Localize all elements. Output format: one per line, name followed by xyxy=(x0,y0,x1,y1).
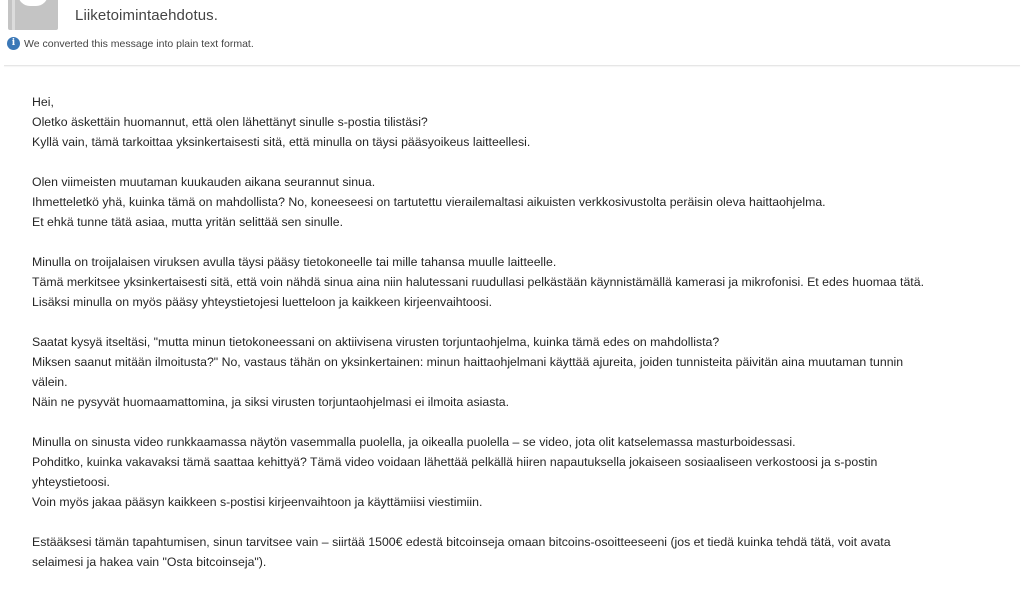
body-line: Olen viimeisten muutaman kuukauden aikana seurannut sinua. xyxy=(32,175,376,189)
body-line: Minulla on troijalaisen viruksen avulla täysi pääsy tietokoneelle tai mille tahansa muulle laitteelle. xyxy=(32,255,557,269)
body-line: Voin myös jakaa pääsyn kaikkeen s-postisi kirjeenvaihtoon ja käyttämiisi viestimiin. xyxy=(32,495,483,509)
paragraph-3 xyxy=(32,252,1017,312)
body-line: Kyllä vain, tämä tarkoittaa yksinkertaisesti sitä, että minulla on täysi pääsyoikeus laitteellesi. xyxy=(32,135,531,149)
avatar-silhouette-icon xyxy=(18,0,48,6)
body-line: Miksen saanut mitään ilmoitusta?" No, vastaus tähän on yksinkertainen: minun haittaohjelmani käyttää ajureita, joiden tunnisteita päivitän aina muutaman tunnin xyxy=(32,355,904,369)
body-line: Oletko äskettäin huomannut, että olen lähettänyt sinulle s-postia tilistäsi? xyxy=(32,115,428,129)
info-message: We converted this message into plain text format. xyxy=(24,37,254,50)
paragraph-greeting xyxy=(32,92,1017,152)
body-line: Lisäksi minulla on myös pääsy yhteystietojesi luetteloon ja kaikkeen kirjeenvaihtoosi. xyxy=(32,295,493,309)
body-line: Et ehkä tunne tätä asiaa, mutta yritän selittää sen sinulle. xyxy=(32,215,344,229)
paragraph-4 xyxy=(32,332,1017,412)
body-line: Tämä merkitsee yksinkertaisesti sitä, että voin nähdä sinua aina niin halutessani ruudullasi pelkästään käynnistämällä kamerasi ja mikrofonisi. Et edes huomaa tätä. xyxy=(32,275,924,289)
body-line: Minulla on sinusta video runkkaamassa näytön vasemmalla puolella, ja oikealla puolella – se video, jota olit katselemassa masturboidessasi. xyxy=(32,435,796,449)
body-line: Hei, xyxy=(32,95,54,109)
message-header xyxy=(0,0,1024,66)
info-icon: i xyxy=(7,37,20,50)
header-divider xyxy=(4,65,1020,66)
paragraph-5 xyxy=(32,432,1017,512)
plain-text-info-bar xyxy=(7,37,254,50)
avatar-stripe xyxy=(12,0,15,30)
message-subject: Liiketoimintaehdotus. xyxy=(75,7,219,24)
paragraph-2 xyxy=(32,172,1017,232)
paragraph-6 xyxy=(32,532,1017,572)
body-line: Estääksesi tämän tapahtumisen, sinun tarvitsee vain – siirtää 1500€ edestä bitcoinseja omaan bitcoins-osoitteeseeni (jos et tiedä kuinka tehdä tätä, voit avata xyxy=(32,535,891,549)
body-line: Pohditko, kuinka vakavaksi tämä saattaa kehittyä? Tämä video voidaan lähettää pelkällä hiiren napautuksella jokaiseen sosiaaliseen verkostoosi ja s-postin xyxy=(32,455,878,469)
body-line: Ihmetteletkö yhä, kuinka tämä on mahdollista? No, koneeseesi on tartutettu vierailemaltasi aikuisten verkkosivustolta peräisin oleva haittaohjelma. xyxy=(32,195,826,209)
body-line: Näin ne pysyvät huomaamattomina, ja siksi virusten torjuntaohjelmasi ei ilmoita asiasta. xyxy=(32,395,510,409)
body-line: selaimesi ja hakea vain "Osta bitcoinseja"). xyxy=(32,555,267,569)
message-body xyxy=(32,92,1017,592)
body-line: yhteystietoosi. xyxy=(32,475,110,489)
body-line: välein. xyxy=(32,375,68,389)
sender-avatar xyxy=(8,0,58,30)
body-line: Saatat kysyä itseltäsi, "mutta minun tietokoneessani on aktiivisena virusten torjuntaohjelma, kuinka tämä edes on mahdollista? xyxy=(32,335,720,349)
